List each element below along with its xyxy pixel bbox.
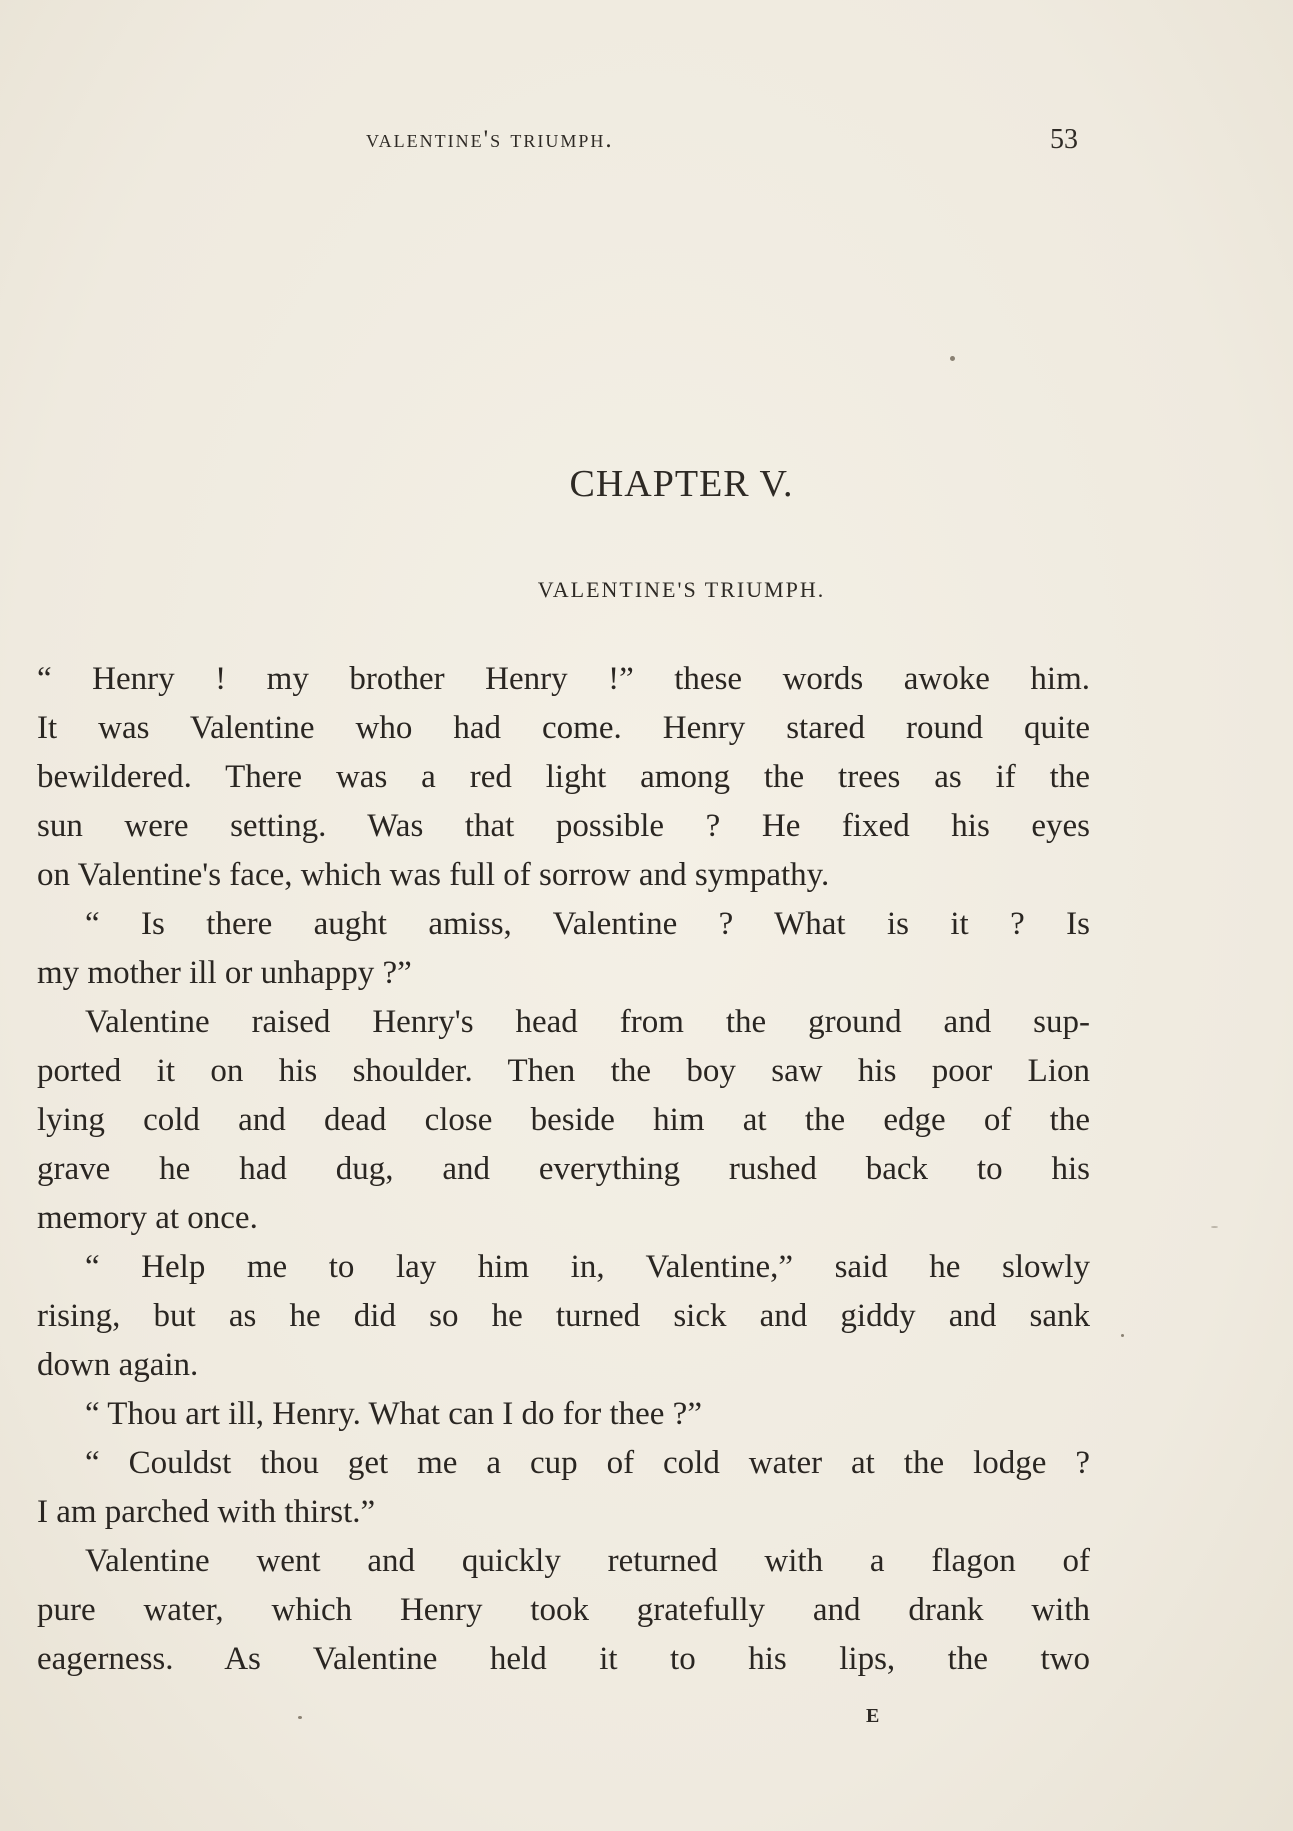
text-line: “ Thou art ill, Henry. What can I do for thee ?” — [85, 1396, 702, 1432]
text-line: on Valentine's face, which was full of sorrow and sympathy. — [37, 857, 830, 893]
text-line: lying cold and dead close beside him at the edge of the — [37, 1102, 1090, 1138]
signature-mark: E — [866, 1705, 881, 1727]
text-line: Valentine went and quickly returned with a flagon of — [85, 1543, 1090, 1579]
chapter-body — [37, 655, 1090, 1684]
text-line: “ Henry ! my brother Henry !” these words awoke him. — [37, 661, 1090, 697]
paper-speck — [950, 356, 955, 361]
paper-speck — [298, 1716, 302, 1719]
text-line: It was Valentine who had come. Henry stared round quite — [37, 710, 1090, 746]
paper-speck — [1121, 1334, 1124, 1337]
text-line: grave he had dug, and everything rushed back to his — [37, 1151, 1090, 1187]
text-line: eagerness. As Valentine held it to his lips, the two — [37, 1641, 1090, 1677]
text-line: memory at once. — [37, 1200, 258, 1236]
paper-speck — [1211, 1226, 1218, 1228]
chapter-subtitle: VALENTINE'S TRIUMPH. — [537, 577, 826, 602]
chapter-title: CHAPTER V. — [569, 463, 794, 505]
text-line: I am parched with thirst.” — [37, 1494, 376, 1530]
text-line: rising, but as he did so he turned sick and giddy and sank — [37, 1298, 1090, 1334]
text-line: bewildered. There was a red light among the trees as if the — [37, 759, 1090, 795]
text-line: down again. — [37, 1347, 199, 1383]
text-line: ported it on his shoulder. Then the boy saw his poor Lion — [37, 1053, 1090, 1089]
text-line: sun were setting. Was that possible ? He fixed his eyes — [37, 808, 1090, 844]
text-line: “ Is there aught amiss, Valentine ? What is it ? Is — [85, 906, 1090, 942]
running-head-title: valentine's triumph. — [366, 126, 614, 153]
text-line: Valentine raised Henry's head from the ground and sup- — [85, 1004, 1090, 1040]
text-line: pure water, which Henry took gratefully and drank with — [37, 1592, 1090, 1628]
page-number: 53 — [1050, 124, 1078, 155]
text-line: my mother ill or unhappy ?” — [37, 955, 412, 991]
text-line: “ Help me to lay him in, Valentine,” said he slowly — [85, 1249, 1090, 1285]
text-line: “ Couldst thou get me a cup of cold water at the lodge ? — [85, 1445, 1090, 1481]
